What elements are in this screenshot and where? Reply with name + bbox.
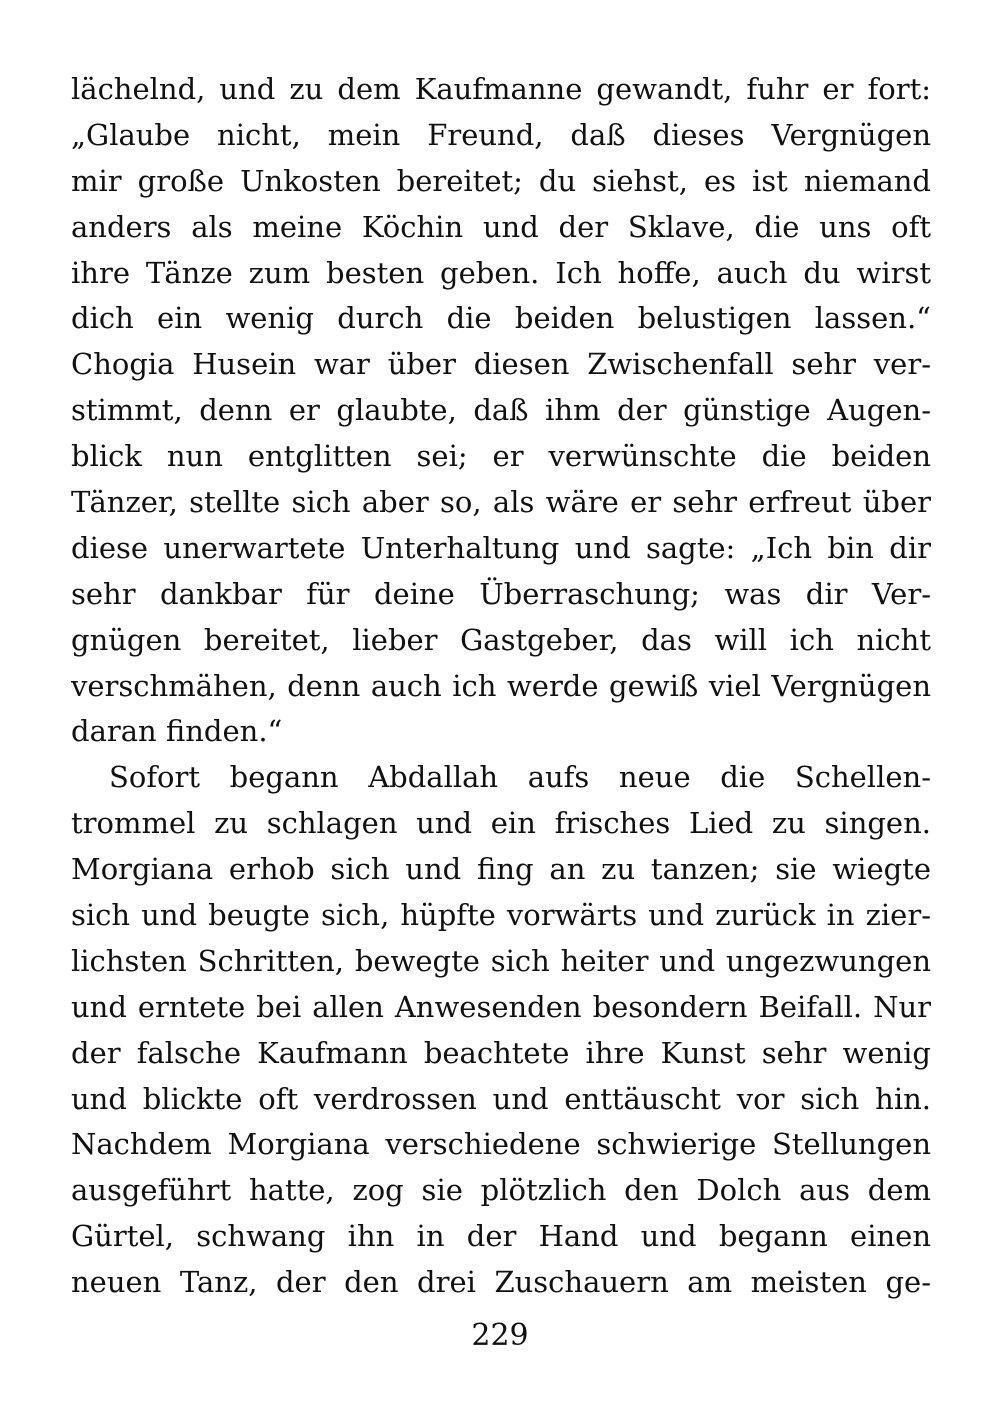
text-line: ihre Tänze zum besten geben. Ich hoffe, auch du wirst [71,255,931,290]
text-line: blick nun entglitten sei; er verwünschte die beiden [71,439,931,474]
text-line: anders als meine Köchin und der Sklave, die uns oft [71,209,931,244]
paragraph [71,755,931,1306]
text-line: lichsten Schritten, bewegte sich heiter und ungezwungen [71,943,931,978]
text-line: und blickte oft verdrossen und enttäuscht vor sich hin. [71,1081,931,1116]
text-line: verschmähen, denn auch ich werde gewiß viel Vergnügen [71,668,931,703]
text-line: Morgiana erhob sich und fing an zu tanzen; sie wiegte [71,852,931,887]
text-line: und erntete bei allen Anwesenden besondern Beifall. Nur [71,989,931,1024]
text-line: Chogia Husein war über diesen Zwischenfall sehr ver- [71,347,931,382]
paragraph [71,67,931,755]
text-line: mir große Unkosten bereitet; du siehst, es ist niemand [71,163,931,198]
text-line: neuen Tanz, der den drei Zuschauern am meisten ge- [71,1265,931,1300]
text-line: trommel zu schlagen und ein frisches Lied zu singen. [71,806,931,841]
body-text [71,67,931,1306]
text-line: diese unerwartete Unterhaltung und sagte: „Ich bin dir [71,530,931,565]
text-line: Nachdem Morgiana verschiedene schwierige Stellungen [71,1127,931,1162]
text-line: Tänzer, stellte sich aber so, als wäre er sehr erfreut über [71,485,931,520]
text-line: sehr dankbar für deine Überraschung; was dir Ver- [71,576,931,611]
text-line: Sofort begann Abdallah aufs neue die Schellen- [109,760,931,795]
text-line: Gürtel, schwang ihn in der Hand und begann einen [71,1219,931,1254]
text-line: gnügen bereitet, lieber Gastgeber, das will ich nicht [71,622,931,657]
text-line: „Glaube nicht, mein Freund, daß dieses Vergnügen [71,117,931,152]
text-line: sich und beugte sich, hüpfte vorwärts und zurück in zier- [71,898,931,933]
text-line: daran finden.“ [71,714,283,749]
page-number: 229 [471,1318,529,1353]
text-line: lächelnd, und zu dem Kaufmanne gewandt, fuhr er fort: [71,72,931,106]
text-line: ausgeführt hatte, zog sie plötzlich den Dolch aus dem [71,1173,931,1208]
text-line: dich ein wenig durch die beiden belustigen lassen.“ [71,301,931,336]
text-line: der falsche Kaufmann beachtete ihre Kunst sehr wenig [71,1035,931,1070]
text-line: stimmt, denn er glaubte, daß ihm der günstige Augen- [71,393,931,428]
